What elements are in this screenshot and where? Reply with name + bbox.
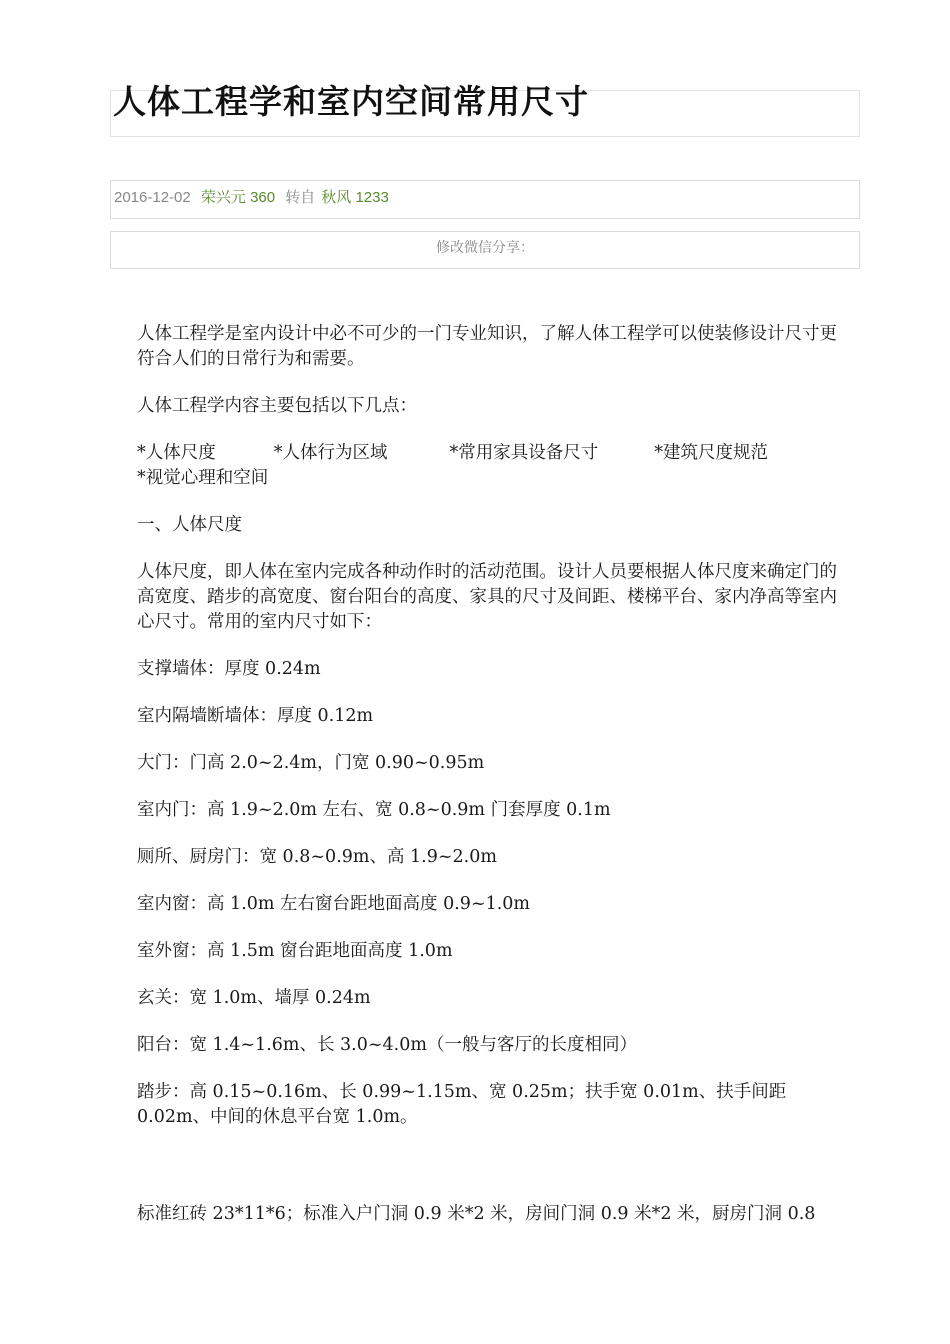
size-item: 玄关：宽 1.0m、墙厚 0.24m [137,988,371,1008]
size-item: 支撑墙体：厚度 0.24m [137,659,321,679]
size-item: 踏步：高 0.15~0.16m、长 0.99~1.15m、宽 0.25m；扶手宽 0.01m、扶手间距 0.02m、中间的休息平台宽 1.0m。 [137,1082,787,1127]
list-intro: 人体工程学内容主要包括以下几点： [137,396,417,416]
topic-point: *建筑尺度规范 [654,443,768,463]
page-title: 人体工程学和室内空间常用尺寸 [113,82,589,121]
topic-point: *人体尺度 [137,443,216,463]
wechat-share-label[interactable]: 修改微信分享： [436,240,534,256]
publish-date: 2016-12-02 [114,189,191,206]
section-paragraph: 人体尺度，即人体在室内完成各种动作时的活动范围。设计人员要根据人体尺度来确定门的高宽度、踏步的高宽度、窗台阳台的高度、家具的尺寸及间距、楼梯平台、家内净高等室内心尺寸。常用的室内尺寸如下： [137,562,837,632]
section-heading: 一、人体尺度 [137,515,242,535]
size-item: 厕所、厨房门：宽 0.8~0.9m、高 1.9~2.0m [137,847,497,867]
topic-point: *视觉心理和空间 [137,468,269,488]
topic-point: *人体行为区域 [273,443,388,463]
intro-paragraph: 人体工程学是室内设计中必不可少的一门专业知识，了解人体工程学可以使装修设计尺寸更符合人们的日常行为和需要。 [137,324,837,369]
wechat-share-bar [110,231,860,269]
size-item: 室内隔墙断墙体：厚度 0.12m [137,706,374,726]
topic-point: *常用家具设备尺寸 [449,443,599,463]
size-item: 室内窗：高 1.0m 左右窗台距地面高度 0.9~1.0m [137,894,531,914]
repost-label: 转自 [285,189,316,206]
topic-points [137,441,849,491]
last-paragraph: 标准红砖 23*11*6；标准入户门洞 0.9 米*2 米，房间门洞 0.9 米*2 米，厨房门洞 0.8 [137,1204,816,1224]
size-item: 室内门：高 1.9~2.0m 左右、宽 0.8~0.9m 门套厚度 0.1m [137,800,611,820]
article-body [137,322,849,1249]
size-item: 阳台：宽 1.4~1.6m、长 3.0~4.0m（一般与客厅的长度相同） [137,1035,637,1055]
article-meta [110,180,860,219]
size-item: 大门：门高 2.0~2.4m，门宽 0.90~0.95m [137,753,485,773]
source-link[interactable]: 秋风 1233 [321,189,389,206]
size-item: 室外窗：高 1.5m 窗台距地面高度 1.0m [137,941,453,961]
author-link[interactable]: 荣兴元 360 [200,189,276,206]
